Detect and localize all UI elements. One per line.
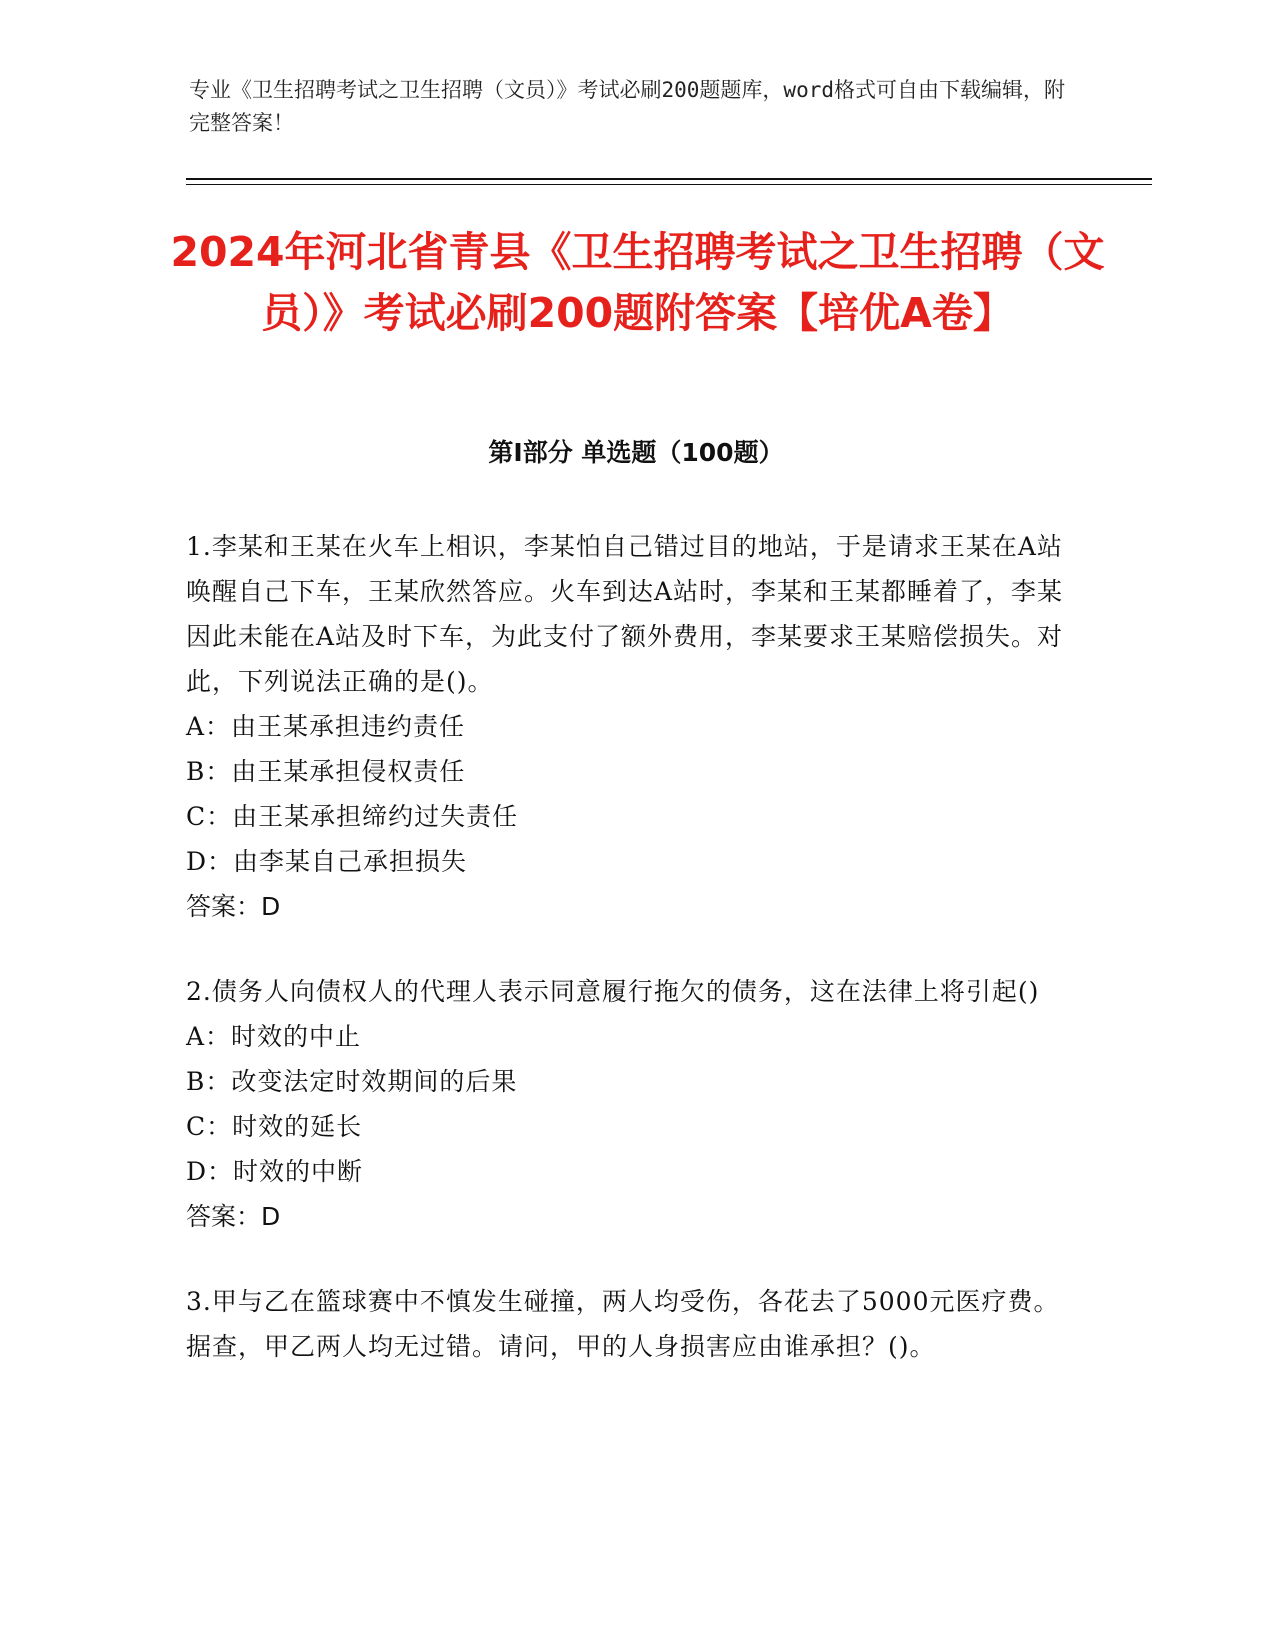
option-d: D：时效的中断 — [186, 1157, 364, 1186]
document-title: 2024年河北省青县《卫生招聘考试之卫生招聘（文员）》考试必刷200题附答案【培优A卷】 — [170, 228, 1105, 337]
question-3 — [186, 1279, 1066, 1369]
question-stem: 2.债务人向债权人的代理人表示同意履行拖欠的债务，这在法律上将引起() — [186, 977, 1040, 1006]
header-divider-thick — [186, 178, 1152, 180]
option-a: A：由王某承担违约责任 — [186, 712, 466, 741]
option-b: B：由王某承担侵权责任 — [186, 757, 466, 786]
option-c: C：由王某承担缔约过失责任 — [186, 802, 519, 831]
answer-line: 答案：D — [186, 892, 281, 921]
header-note: 专业《卫生招聘考试之卫生招聘（文员）》考试必刷200题题库，word格式可自由下载编辑，附完整答案！ — [189, 78, 1065, 135]
question-2 — [186, 969, 1066, 1239]
option-c: C：时效的延长 — [186, 1112, 363, 1141]
question-stem: 1.李某和王某在火车上相识，李某怕自己错过目的地站，于是请求王某在A站唤醒自己下车，王某欣然答应。火车到达A站时，李某和王某都睡着了，李某因此未能在A站及时下车，为此支付了额外费用，李某要求王某赔偿损失。对此，下列说法正确的是()。 — [186, 532, 1064, 696]
option-b: B：改变法定时效期间的后果 — [186, 1067, 518, 1096]
header-divider-thin — [186, 184, 1152, 185]
question-list — [186, 524, 1066, 1409]
option-d: D：由李某自己承担损失 — [186, 847, 468, 876]
question-1 — [186, 524, 1066, 929]
option-a: A：时效的中止 — [186, 1022, 362, 1051]
answer-line: 答案：D — [186, 1202, 281, 1231]
question-stem: 3.甲与乙在篮球赛中不慎发生碰撞，两人均受伤，各花去了5000元医疗费。据查，甲乙两人均无过错。请问，甲的人身损害应由谁承担？()。 — [186, 1287, 1060, 1361]
section-title: 第Ⅰ部分 单选题（100题） — [488, 438, 784, 467]
